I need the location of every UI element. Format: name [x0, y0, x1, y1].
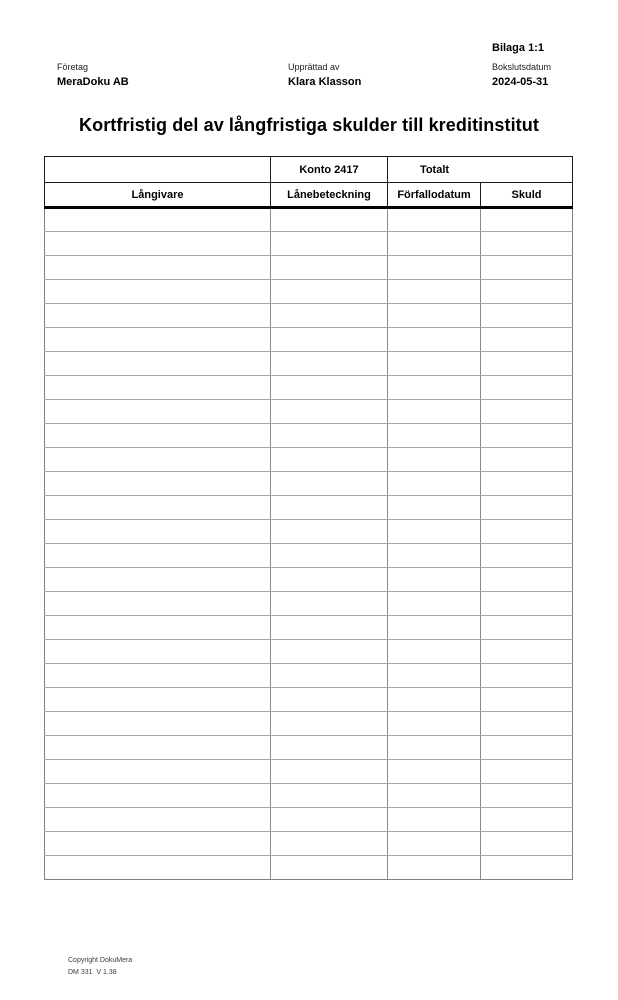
- empty-cell: [481, 304, 573, 328]
- table-row: [45, 232, 573, 256]
- empty-cell: [45, 232, 271, 256]
- empty-cell: [388, 712, 481, 736]
- empty-cell: [481, 760, 573, 784]
- empty-cell: [388, 760, 481, 784]
- copyright-text: Copyright DokuMera: [68, 957, 133, 964]
- empty-cell: [388, 784, 481, 808]
- empty-cell: [388, 256, 481, 280]
- empty-cell: [388, 856, 481, 880]
- group-header-empty: [45, 157, 271, 183]
- empty-cell: [45, 448, 271, 472]
- table-row: [45, 496, 573, 520]
- table-row: [45, 544, 573, 568]
- table-row: [45, 664, 573, 688]
- empty-cell: [271, 832, 388, 856]
- table-row: [45, 736, 573, 760]
- empty-cell: [45, 400, 271, 424]
- empty-cell: [388, 424, 481, 448]
- closing-date-label: Bokslutsdatum: [492, 62, 552, 72]
- empty-cell: [45, 856, 271, 880]
- empty-cell: [388, 400, 481, 424]
- empty-cell: [388, 280, 481, 304]
- empty-cell: [388, 376, 481, 400]
- empty-cell: [481, 352, 573, 376]
- empty-cell: [271, 808, 388, 832]
- empty-cell: [45, 208, 271, 232]
- closing-date-value: 2024-05-31: [492, 76, 549, 88]
- empty-cell: [388, 328, 481, 352]
- empty-cell: [481, 424, 573, 448]
- empty-cell: [388, 352, 481, 376]
- empty-cell: [45, 784, 271, 808]
- empty-cell: [388, 496, 481, 520]
- empty-cell: [388, 304, 481, 328]
- empty-cell: [271, 592, 388, 616]
- table-row: [45, 280, 573, 304]
- table-row: [45, 328, 573, 352]
- empty-cell: [271, 784, 388, 808]
- table-row: [45, 808, 573, 832]
- debts-table: [44, 156, 573, 880]
- empty-cell: [45, 520, 271, 544]
- table-row: [45, 856, 573, 880]
- empty-cell: [481, 664, 573, 688]
- document-footer: [68, 955, 132, 979]
- table-group-header-row: [45, 157, 573, 183]
- empty-cell: [271, 304, 388, 328]
- empty-cell: [481, 832, 573, 856]
- prepared-by-value: Klara Klasson: [288, 76, 362, 88]
- empty-cell: [45, 304, 271, 328]
- table-row: [45, 616, 573, 640]
- empty-cell: [271, 280, 388, 304]
- empty-cell: [388, 208, 481, 232]
- empty-cell: [45, 712, 271, 736]
- table-row: [45, 832, 573, 856]
- empty-cell: [481, 472, 573, 496]
- table-column-header-row: [45, 183, 573, 208]
- empty-cell: [481, 736, 573, 760]
- empty-cell: [271, 328, 388, 352]
- empty-cell: [271, 424, 388, 448]
- empty-cell: [45, 256, 271, 280]
- empty-cell: [271, 688, 388, 712]
- empty-cell: [45, 664, 271, 688]
- column-header-lanebeteckning: Lånebeteckning: [271, 183, 388, 208]
- table-row: [45, 304, 573, 328]
- empty-cell: [271, 376, 388, 400]
- empty-cell: [271, 448, 388, 472]
- prepared-by-label: Upprättad av: [288, 62, 340, 72]
- empty-cell: [481, 592, 573, 616]
- empty-cell: [271, 472, 388, 496]
- empty-cell: [388, 472, 481, 496]
- empty-cell: [481, 400, 573, 424]
- empty-cell: [271, 520, 388, 544]
- company-label: Företag: [57, 62, 89, 72]
- page-title: Kortfristig del av långfristiga skulder till kreditinstitut: [79, 115, 539, 135]
- empty-cell: [45, 808, 271, 832]
- empty-cell: [271, 496, 388, 520]
- empty-cell: [45, 544, 271, 568]
- empty-cell: [45, 592, 271, 616]
- empty-cell: [271, 712, 388, 736]
- table-row: [45, 784, 573, 808]
- empty-cell: [481, 616, 573, 640]
- empty-cell: [271, 352, 388, 376]
- empty-cell: [388, 448, 481, 472]
- empty-cell: [481, 688, 573, 712]
- table-row: [45, 760, 573, 784]
- empty-cell: [45, 568, 271, 592]
- doc-id-text: DM 331 V 1.38: [68, 969, 117, 976]
- empty-cell: [481, 280, 573, 304]
- table-row: [45, 640, 573, 664]
- empty-cell: [388, 736, 481, 760]
- empty-cell: [481, 784, 573, 808]
- empty-cell: [388, 520, 481, 544]
- table-row: [45, 592, 573, 616]
- table-row: [45, 712, 573, 736]
- empty-cell: [481, 568, 573, 592]
- debts-table-container: [44, 156, 573, 880]
- empty-cell: [388, 616, 481, 640]
- empty-cell: [388, 832, 481, 856]
- empty-cell: [45, 640, 271, 664]
- empty-cell: [388, 640, 481, 664]
- empty-cell: [481, 208, 573, 232]
- empty-cell: [271, 736, 388, 760]
- empty-cell: [271, 232, 388, 256]
- empty-cell: [388, 544, 481, 568]
- attachment-number: Bilaga 1:1: [492, 42, 544, 54]
- empty-cell: [388, 568, 481, 592]
- column-header-forfallodatum: Förfallodatum: [388, 183, 481, 208]
- table-row: [45, 352, 573, 376]
- column-header-langivare: Långivare: [45, 183, 271, 208]
- table-row: [45, 568, 573, 592]
- empty-cell: [45, 352, 271, 376]
- table-row: [45, 400, 573, 424]
- empty-cell: [388, 664, 481, 688]
- table-row: [45, 376, 573, 400]
- empty-cell: [45, 736, 271, 760]
- empty-cell: [481, 376, 573, 400]
- empty-cell: [271, 208, 388, 232]
- empty-cell: [481, 640, 573, 664]
- group-header-totalt: [388, 157, 573, 183]
- empty-cell: [45, 832, 271, 856]
- table-row: [45, 424, 573, 448]
- empty-cell: [481, 856, 573, 880]
- column-header-skuld: Skuld: [481, 183, 573, 208]
- empty-cell: [45, 472, 271, 496]
- empty-cell: [271, 568, 388, 592]
- empty-cell: [388, 232, 481, 256]
- totalt-label: Totalt: [419, 163, 450, 176]
- empty-cell: [388, 592, 481, 616]
- table-row: [45, 472, 573, 496]
- empty-cell: [45, 688, 271, 712]
- empty-cell: [45, 376, 271, 400]
- empty-cell: [481, 520, 573, 544]
- company-value: MeraDoku AB: [57, 76, 129, 88]
- table-row: [45, 208, 573, 232]
- empty-cell: [271, 640, 388, 664]
- empty-cell: [481, 496, 573, 520]
- empty-cell: [481, 256, 573, 280]
- table-row: [45, 256, 573, 280]
- table-row: [45, 520, 573, 544]
- group-header-konto-2417: Konto 2417: [271, 157, 388, 183]
- empty-cell: [271, 664, 388, 688]
- empty-cell: [271, 400, 388, 424]
- empty-cell: [481, 328, 573, 352]
- empty-cell: [45, 496, 271, 520]
- empty-cell: [481, 232, 573, 256]
- empty-cell: [45, 328, 271, 352]
- empty-cell: [388, 808, 481, 832]
- empty-cell: [271, 760, 388, 784]
- empty-cell: [388, 688, 481, 712]
- empty-cell: [45, 616, 271, 640]
- empty-cell: [481, 808, 573, 832]
- empty-cell: [271, 256, 388, 280]
- empty-cell: [271, 616, 388, 640]
- empty-cell: [271, 856, 388, 880]
- empty-cell: [271, 544, 388, 568]
- empty-cell: [45, 760, 271, 784]
- empty-cell: [481, 712, 573, 736]
- empty-cell: [481, 544, 573, 568]
- empty-cell: [481, 448, 573, 472]
- empty-cell: [45, 280, 271, 304]
- table-row: [45, 448, 573, 472]
- empty-cell: [45, 424, 271, 448]
- table-row: [45, 688, 573, 712]
